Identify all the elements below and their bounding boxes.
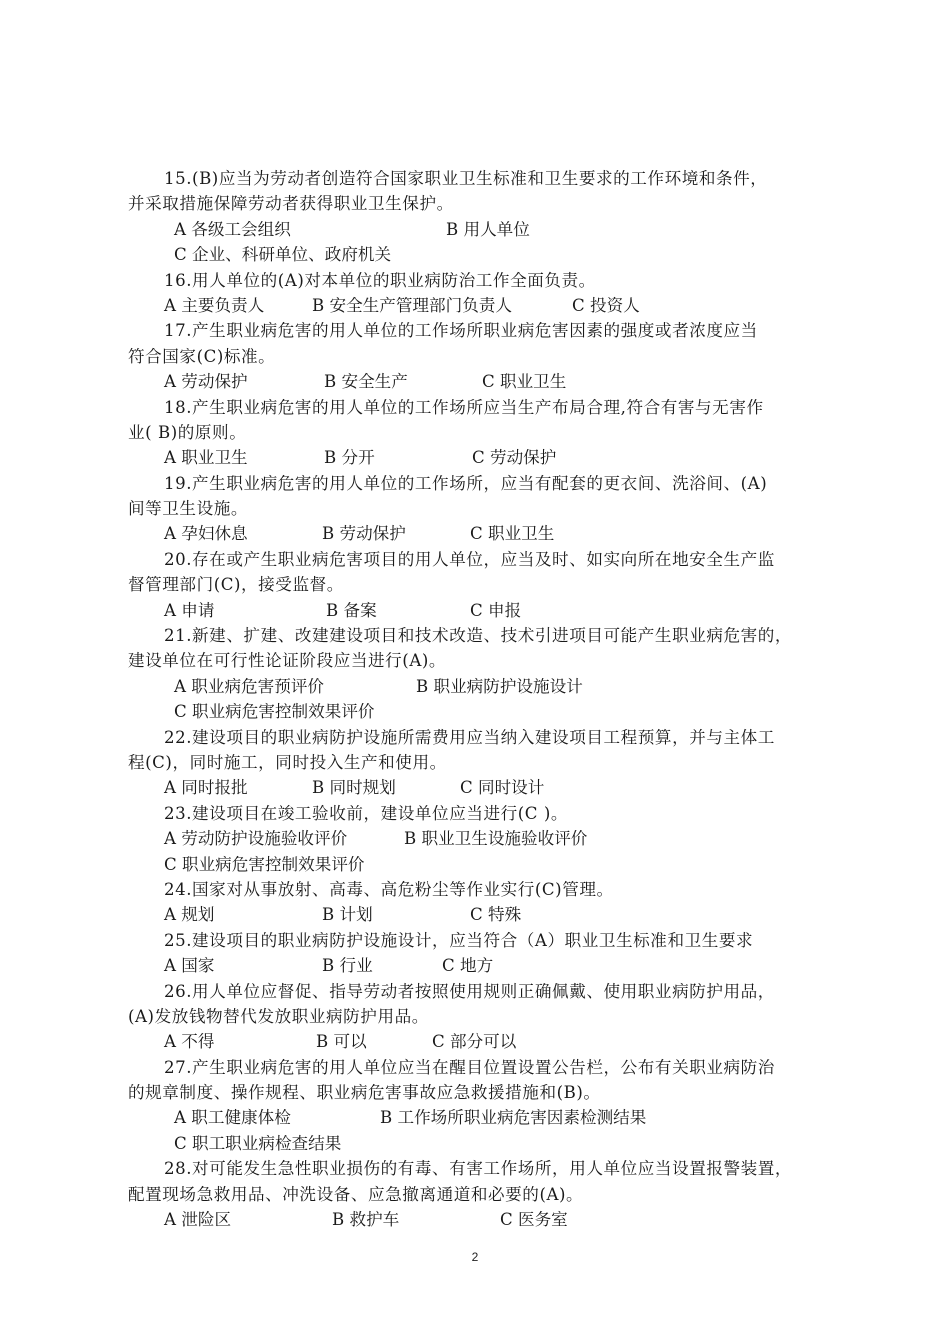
option-a: A 规划 xyxy=(164,905,215,925)
question-19-options xyxy=(128,521,840,546)
option-c: C 职业卫生 xyxy=(482,372,567,392)
option-b: B 用人单位 xyxy=(446,219,530,239)
question-15-line-1: 15.(B)应当为劳动者创造符合国家职业卫生标准和卫生要求的工作环境和条件， xyxy=(164,169,768,188)
question-21-options-row-2 xyxy=(128,699,840,724)
option-b: B 可以 xyxy=(316,1032,367,1052)
option-c: C 职工职业病检查结果 xyxy=(174,1133,342,1153)
question-15-options-row-2 xyxy=(128,242,840,267)
option-a: A 主要负责人 xyxy=(164,295,265,315)
question-16-line-1: 16.用人单位的(A)对本单位的职业病防治工作全面负责。 xyxy=(164,270,596,290)
option-c: C 申报 xyxy=(470,600,522,620)
question-17-line-2: 符合国家(C)标准。 xyxy=(128,346,276,366)
option-a: A 国家 xyxy=(164,956,215,976)
option-a: A 孕妇休息 xyxy=(164,524,248,544)
question-22-line-1: 22.建设项目的职业病防护设施所需费用应当纳入建设项目工程预算，并与主体工 xyxy=(164,727,775,747)
question-26-options xyxy=(128,1029,840,1054)
option-b: B 安全生产管理部门负责人 xyxy=(312,295,512,315)
question-20-line-1: 20.存在或产生职业病危害项目的用人单位，应当及时、如实向所在地安全生产监 xyxy=(164,549,775,569)
option-b: B 分开 xyxy=(324,448,375,468)
option-a: A 各级工会组织 xyxy=(174,219,291,239)
question-22-line-2: 程(C)，同时施工，同时投入生产和使用。 xyxy=(128,752,447,772)
option-a: A 劳动防护设施验收评价 xyxy=(164,829,348,849)
question-21-options-row-1 xyxy=(128,674,840,699)
question-19-line-1: 19.产生职业病危害的用人单位的工作场所，应当有配套的更衣间、洗浴间、(A) xyxy=(164,473,768,493)
question-21-line-1: 21.新建、扩建、改建建设项目和技术改造、技术引进项目可能产生职业病危害的， xyxy=(164,626,793,646)
question-27-options-row-2 xyxy=(128,1131,840,1156)
option-c: C 部分可以 xyxy=(432,1032,517,1052)
question-17-options xyxy=(128,369,840,394)
page-number: 2 xyxy=(471,1250,479,1264)
option-c: C 地方 xyxy=(442,956,494,976)
question-27-line-2: 的规章制度、操作规程、职业病危害事故应急救援措施和(B)。 xyxy=(128,1083,601,1103)
question-20-options xyxy=(128,598,840,623)
question-24-options xyxy=(128,902,840,927)
question-16-options xyxy=(128,293,840,318)
option-a: A 职工健康体检 xyxy=(174,1108,291,1128)
question-19-line-2: 间等卫生设施。 xyxy=(128,499,249,519)
question-28-line-2: 配置现场急救用品、冲洗设备、应急撤离通道和必要的(A)。 xyxy=(128,1184,584,1204)
question-18-line-1: 18.产生职业病危害的用人单位的工作场所应当生产布局合理,符合有害与无害作 xyxy=(164,397,764,417)
option-b: B 职业病防护设施设计 xyxy=(416,676,583,696)
option-b: B 安全生产 xyxy=(324,372,408,392)
question-24-line-1: 24.国家对从事放射、高毒、高危粉尘等作业实行(C)管理。 xyxy=(164,879,614,899)
option-b: B 备案 xyxy=(326,600,377,620)
option-c: C 医务室 xyxy=(500,1210,568,1230)
option-c: C 特殊 xyxy=(470,905,522,925)
option-b: B 行业 xyxy=(322,956,373,976)
option-a: A 职业卫生 xyxy=(164,448,248,468)
question-18-line-2: 业( B)的原则。 xyxy=(128,422,247,442)
option-c: C 职业卫生 xyxy=(470,524,555,544)
question-23-line-1: 23.建设项目在竣工验收前，建设单位应当进行(C )。 xyxy=(164,803,569,823)
option-b: B 计划 xyxy=(322,905,373,925)
question-17-line-1: 17.产生职业病危害的用人单位的工作场所职业病危害因素的强度或者浓度应当 xyxy=(164,321,758,341)
option-c: C 职业病危害控制效果评价 xyxy=(174,702,375,722)
question-18-options xyxy=(128,445,840,470)
question-25-options xyxy=(128,953,840,978)
question-23-options-row-2 xyxy=(128,852,840,877)
question-20-line-2: 督管理部门(C)，接受监督。 xyxy=(128,575,344,595)
option-a: A 不得 xyxy=(164,1032,215,1052)
option-b: B 同时规划 xyxy=(312,778,396,798)
option-a: A 职业病危害预评价 xyxy=(174,676,325,696)
option-c: C 劳动保护 xyxy=(472,448,557,468)
question-26-line-1: 26.用人单位应督促、指导劳动者按照使用规则正确佩戴、使用职业病防护用品， xyxy=(164,981,775,1001)
question-27-options-row-1 xyxy=(128,1105,840,1130)
option-c: C 企业、科研单位、政府机关 xyxy=(174,245,392,265)
option-b: B 工作场所职业病危害因素检测结果 xyxy=(380,1108,647,1128)
question-27-line-1: 27.产生职业病危害的用人单位应当在醒目位置设置公告栏，公布有关职业病防治 xyxy=(164,1057,775,1077)
question-25-line-1: 25.建设项目的职业病防护设施设计，应当符合（A）职业卫生标准和卫生要求 xyxy=(164,930,754,950)
option-b: B 劳动保护 xyxy=(322,524,406,544)
option-b: B 职业卫生设施验收评价 xyxy=(404,829,588,849)
question-22-options xyxy=(128,775,840,800)
option-a: A 劳动保护 xyxy=(164,372,248,392)
question-28-line-1: 28.对可能发生急性职业损伤的有毒、有害工作场所，用人单位应当设置报警装置， xyxy=(164,1159,793,1179)
option-a: A 申请 xyxy=(164,600,215,620)
option-c: C 投资人 xyxy=(572,295,640,315)
option-c: C 职业病危害控制效果评价 xyxy=(164,854,365,874)
question-21-line-2: 建设单位在可行性论证阶段应当进行(A)。 xyxy=(128,651,447,671)
option-a: A 泄险区 xyxy=(164,1210,232,1230)
question-28-options xyxy=(128,1207,840,1232)
option-a: A 同时报批 xyxy=(164,778,248,798)
question-23-options-row-1 xyxy=(128,826,840,851)
question-15-line-2: 并采取措施保障劳动者获得职业卫生保护。 xyxy=(128,194,454,214)
question-list xyxy=(128,166,840,1232)
question-26-line-2: (A)发放钱物替代发放职业病防护用品。 xyxy=(128,1006,429,1026)
option-b: B 救护车 xyxy=(332,1210,400,1230)
question-15-options-row-1 xyxy=(128,217,840,242)
option-c: C 同时设计 xyxy=(460,778,545,798)
